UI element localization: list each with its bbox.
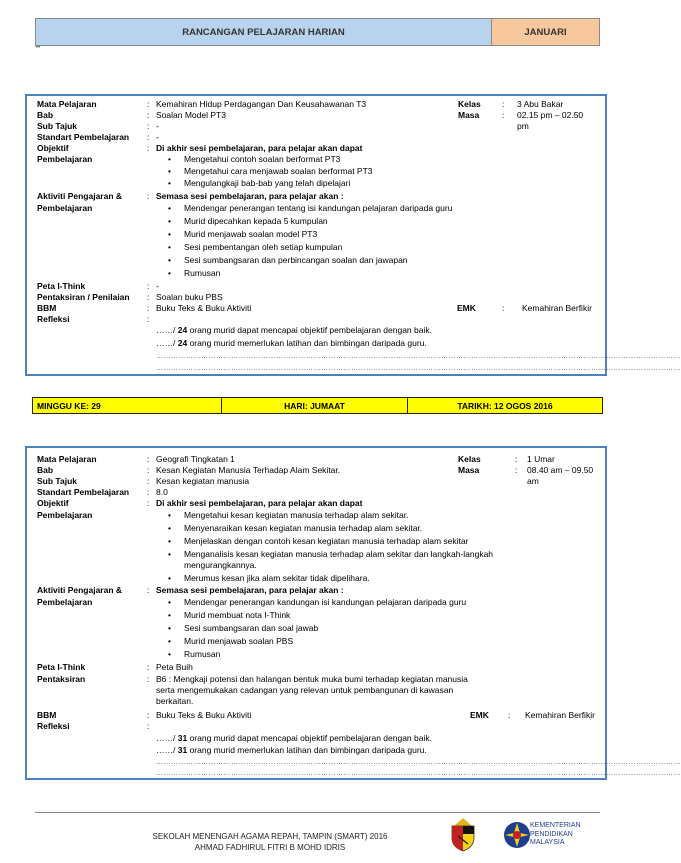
- value-subtajuk: -: [156, 121, 159, 131]
- objektif-item: Mengetahui kesan kegiatan manusia terhadap alam sekitar.: [184, 510, 409, 520]
- value-ithink: -: [156, 281, 159, 291]
- value-bbm: Buku Teks & Buku Aktiviti: [156, 303, 252, 313]
- label-refleksi: Refleksi: [37, 721, 70, 731]
- dotted-line: …………………………………………………………………………………………………………………………………………………………………………………………: [156, 770, 681, 777]
- page-header: [35, 18, 600, 46]
- value-emk: Kemahiran Berfikir: [525, 710, 595, 720]
- refleksi-line-2: ……/ 31 orang murid memerlukan latihan dan bimbingan daripada guru.: [156, 745, 427, 755]
- aktiviti-item: Rumusan: [184, 268, 221, 278]
- aktiviti-item: Murid membuat nota I-Think: [184, 610, 291, 620]
- label-pembelajaran: Pembelajaran: [37, 597, 93, 607]
- value-subtajuk: Kesan kegiatan manusia: [156, 476, 250, 486]
- value-standart: 8.0: [156, 487, 168, 497]
- ministry-logo-icon: [502, 820, 532, 850]
- objektif-item: Mengetahui contoh soalan berformat PT3: [184, 154, 341, 164]
- aktiviti-item: Mendengar penerangan tentang isi kandungan pelajaran daripada guru: [184, 203, 453, 213]
- objektif-item: Mengetahui cara menjawab soalan berformat PT3: [184, 166, 373, 176]
- objektif-item: Menyenaraikan kesan kegiatan manusia terhadap alam sekitar.: [184, 523, 423, 533]
- label-mata-pelajaran: Mata Pelajaran: [37, 99, 97, 109]
- value-bab: Soalan Model PT3: [156, 110, 226, 120]
- value-bbm: Buku Teks & Buku Aktiviti: [156, 710, 252, 720]
- value-masa: 08.40 am – 09.50 am: [527, 465, 594, 486]
- label-bbm: BBM: [37, 303, 57, 313]
- footer-divider: [35, 812, 600, 813]
- label-aktiviti: Aktiviti Pengajaran &: [37, 191, 123, 201]
- label-refleksi: Refleksi: [37, 314, 70, 324]
- dotted-line: …………………………………………………………………………………………………………………………………………………………………………………………: [156, 365, 681, 372]
- value-emk: Kemahiran Berfikir: [522, 303, 592, 313]
- value-standart: -: [156, 132, 159, 142]
- label-pembelajaran: Pembelajaran: [37, 203, 93, 213]
- tarikh: TARIKH: 12 OGOS 2016: [457, 400, 553, 411]
- value-mata-pelajaran: Geografi Tingkatan 1: [156, 454, 235, 464]
- label-kelas: Kelas: [458, 454, 481, 464]
- label-kelas: Kelas: [458, 99, 481, 109]
- label-pentaksiran: Pentaksiran: [37, 674, 86, 684]
- label-standart: Standart Pembelajaran: [37, 132, 130, 142]
- label-objektif: Objektif: [37, 143, 69, 153]
- label-bbm: BBM: [37, 710, 57, 720]
- state-crest-icon: [448, 814, 478, 852]
- label-bab: Bab: [37, 465, 54, 475]
- label-mata-pelajaran: Mata Pelajaran: [37, 454, 97, 464]
- ministry-logo-text: KEMENTERIAN PENDIDIKAN MALAYSIA: [530, 822, 581, 846]
- aktiviti-item: Mendengar penerangan kandungan isi kandungan pelajaran daripada guru: [184, 597, 467, 607]
- aktiviti-intro: Semasa sesi pembelajaran, para pelajar akan :: [156, 585, 344, 595]
- value-mata-pelajaran: Kemahiran Hidup Perdagangan Dan Keusahawanan T3: [156, 99, 367, 109]
- objektif-item: Menjelaskan dengan contoh kesan kegiatan manusia terhadap alam sekitar: [184, 536, 469, 546]
- value-kelas: 3 Abu Bakar: [517, 99, 564, 109]
- value-bab: Kesan Kegiatan Manusia Terhadap Alam Sekitar.: [156, 465, 341, 475]
- objektif-intro: Di akhir sesi pembelajaran, para pelajar akan dapat: [156, 143, 363, 153]
- aktiviti-item: Murid menjawab soalan PBS: [184, 636, 294, 646]
- header-month: JANUARI: [491, 19, 599, 45]
- aktiviti-item: Rumusan: [184, 649, 221, 659]
- hari: HARI: JUMAAT: [222, 398, 408, 413]
- label-masa: Masa: [458, 110, 480, 120]
- dotted-line: …………………………………………………………………………………………………………………………………………………………………………………………: [156, 759, 681, 766]
- objektif-intro: Di akhir sesi pembelajaran, para pelajar akan dapat: [156, 498, 363, 508]
- lesson-card-1: Mata Pelajaran : Kemahiran Hidup Perdagangan Dan Keusahawanan T3 Kelas : 3 Abu Bakar Bab : Soalan Model PT3 Masa : 02.15 pm – 02.50 pm Sub Tajuk : - Standart Pembelajaran : - Objektif : Di akhir sesi pembelajaran, para pelajar akan dapat Pembelajaran • Mengetahui contoh soalan berformat PT3 • Mengetahui cara menjawab soalan berformat PT3 • Mengulangkaji bab-bab yang telah dipelajari Aktiviti Pengajaran & : Semasa sesi pembelajaran, para pelajar akan : Pembelajaran • Mendengar penerangan tentang isi kandungan pelajaran daripada guru • Murid dipecahkan kepada 5 kumpulan • Murid menjawab soalan model PT3 • Sesi pembentangan oleh setiap kumpulan • Sesi sumbangsaran dan perbincangan soalan dan jawapan • Rumusan Peta I-Think : - Pentaksiran / Penilaian : Soalan buku PBS BBM : Buku Teks & Buku Aktiviti EMK : Kemahiran Berfikir Refleksi : ……/ 24 orang murid dapat mencapai objektif pembelajaran dengan baik. ……/ 24 orang murid memerlukan latihan dan bimbingan daripada guru. ………………………………………………………………………………………………………………………………………………………………………………………… …………………………………………………………………………………………………………………………………………………………………………………………: [25, 94, 607, 376]
- label-emk: EMK: [457, 303, 476, 313]
- aktiviti-item: Sesi pembentangan oleh setiap kumpulan: [184, 242, 343, 252]
- header-mark: ••: [36, 45, 41, 51]
- header-title: RANCANGAN PELAJARAN HARIAN: [36, 19, 491, 45]
- refleksi-line-1: ……/ 31 orang murid dapat mencapai objektif pembelajaran dengan baik.: [156, 733, 432, 743]
- label-subtajuk: Sub Tajuk: [37, 121, 77, 131]
- refleksi-line-2: ……/ 24 orang murid memerlukan latihan dan bimbingan daripada guru.: [156, 338, 427, 348]
- label-pembelajaran: Pembelajaran: [37, 510, 93, 520]
- lesson-card-2: Mata Pelajaran : Geografi Tingkatan 1 Kelas : 1 Umar Bab : Kesan Kegiatan Manusia Terhadap Alam Sekitar. Masa : 08.40 am – 09.50 am Sub Tajuk : Kesan kegiatan manusia Standart Pembelajaran : 8.0 Objektif : Di akhir sesi pembelajaran, para pelajar akan dapat Pembelajaran • Mengetahui kesan kegiatan manusia terhadap alam sekitar. • Menyenaraikan kesan kegiatan manusia terhadap alam sekitar. • Menjelaskan dengan contoh kesan kegiatan manusia terhadap alam sekitar • Menganalisis kesan kegiatan manusia terhadap alam sekitar dan langkah-langkah mengurangkannya. • Merumus kesan jika alam sekitar tidak dipelihara. Aktiviti Pengajaran & : Semasa sesi pembelajaran, para pelajar akan : Pembelajaran • Mendengar penerangan kandungan isi kandungan pelajaran daripada guru • Murid membuat nota I-Think • Sesi sumbangsaran dan soal jawab • Murid menjawab soalan PBS • Rumusan Peta I-Think : Peta Buih Pentaksiran : B6 : Mengkaji potensi dan halangan bentuk muka bumi terhadap kegiatan manusia serta mengemukakan cadangan yang relevan untuk pembangunan di kawasan berkaitan. BBM : Buku Teks & Buku Aktiviti EMK : Kemahiran Berfikir Refleksi : ……/ 31 orang murid dapat mencapai objektif pembelajaran dengan baik. ……/ 31 orang murid memerlukan latihan dan bimbingan daripada guru. ………………………………………………………………………………………………………………………………………………………………………………………… …………………………………………………………………………………………………………………………………………………………………………………………: [25, 446, 607, 780]
- footer-teacher: AHMAD FADHIRUL FITRI B MOHD IDRIS: [194, 843, 346, 852]
- label-emk: EMK: [470, 710, 489, 720]
- aktiviti-item: Sesi sumbangsaran dan perbincangan soalan dan jawapan: [184, 255, 408, 265]
- objektif-item: Merumus kesan jika alam sekitar tidak dipelihara.: [184, 573, 370, 583]
- week-info-bar: [32, 397, 603, 414]
- value-kelas: 1 Umar: [527, 454, 555, 464]
- dotted-line: …………………………………………………………………………………………………………………………………………………………………………………………: [156, 353, 681, 360]
- aktiviti-intro: Semasa sesi pembelajaran, para pelajar akan :: [156, 191, 344, 201]
- minggu: MINGGU KE: 29: [33, 398, 222, 413]
- aktiviti-item: Sesi sumbangsaran dan soal jawab: [184, 623, 319, 633]
- label-bab: Bab: [37, 110, 54, 120]
- value-pentaksiran: B6 : Mengkaji potensi dan halangan bentuk muka bumi terhadap kegiatan manusia serta mengemukakan cadangan yang relevan untuk pembangunan di kawasan berkaitan.: [156, 674, 468, 706]
- label-ithink: Peta I-Think: [37, 662, 86, 672]
- objektif-item: Mengulangkaji bab-bab yang telah dipelajari: [184, 178, 351, 188]
- refleksi-line-1: ……/ 24 orang murid dapat mencapai objektif pembelajaran dengan baik.: [156, 325, 432, 335]
- value-ithink: Peta Buih: [156, 662, 193, 672]
- aktiviti-item: Murid menjawab soalan model PT3: [184, 229, 318, 239]
- label-pembelajaran: Pembelajaran: [37, 154, 93, 164]
- value-pentaksiran: Soalan buku PBS: [156, 292, 223, 302]
- label-ithink: Peta I-Think: [37, 281, 86, 291]
- label-subtajuk: Sub Tajuk: [37, 476, 77, 486]
- footer-school: SEKOLAH MENENGAH AGAMA REPAH, TAMPIN (SMART) 2016: [152, 832, 388, 841]
- aktiviti-item: Murid dipecahkan kepada 5 kumpulan: [184, 216, 328, 226]
- label-objektif: Objektif: [37, 498, 69, 508]
- label-pentaksiran: Pentaksiran / Penilaian: [37, 292, 130, 302]
- label-aktiviti: Aktiviti Pengajaran &: [37, 585, 123, 595]
- value-masa: 02.15 pm – 02.50 pm: [517, 110, 584, 131]
- label-masa: Masa: [458, 465, 480, 475]
- label-standart: Standart Pembelajaran: [37, 487, 130, 497]
- objektif-item: Menganalisis kesan kegiatan manusia terhadap alam sekitar dan langkah-langkah mengurangkannya.: [184, 549, 494, 570]
